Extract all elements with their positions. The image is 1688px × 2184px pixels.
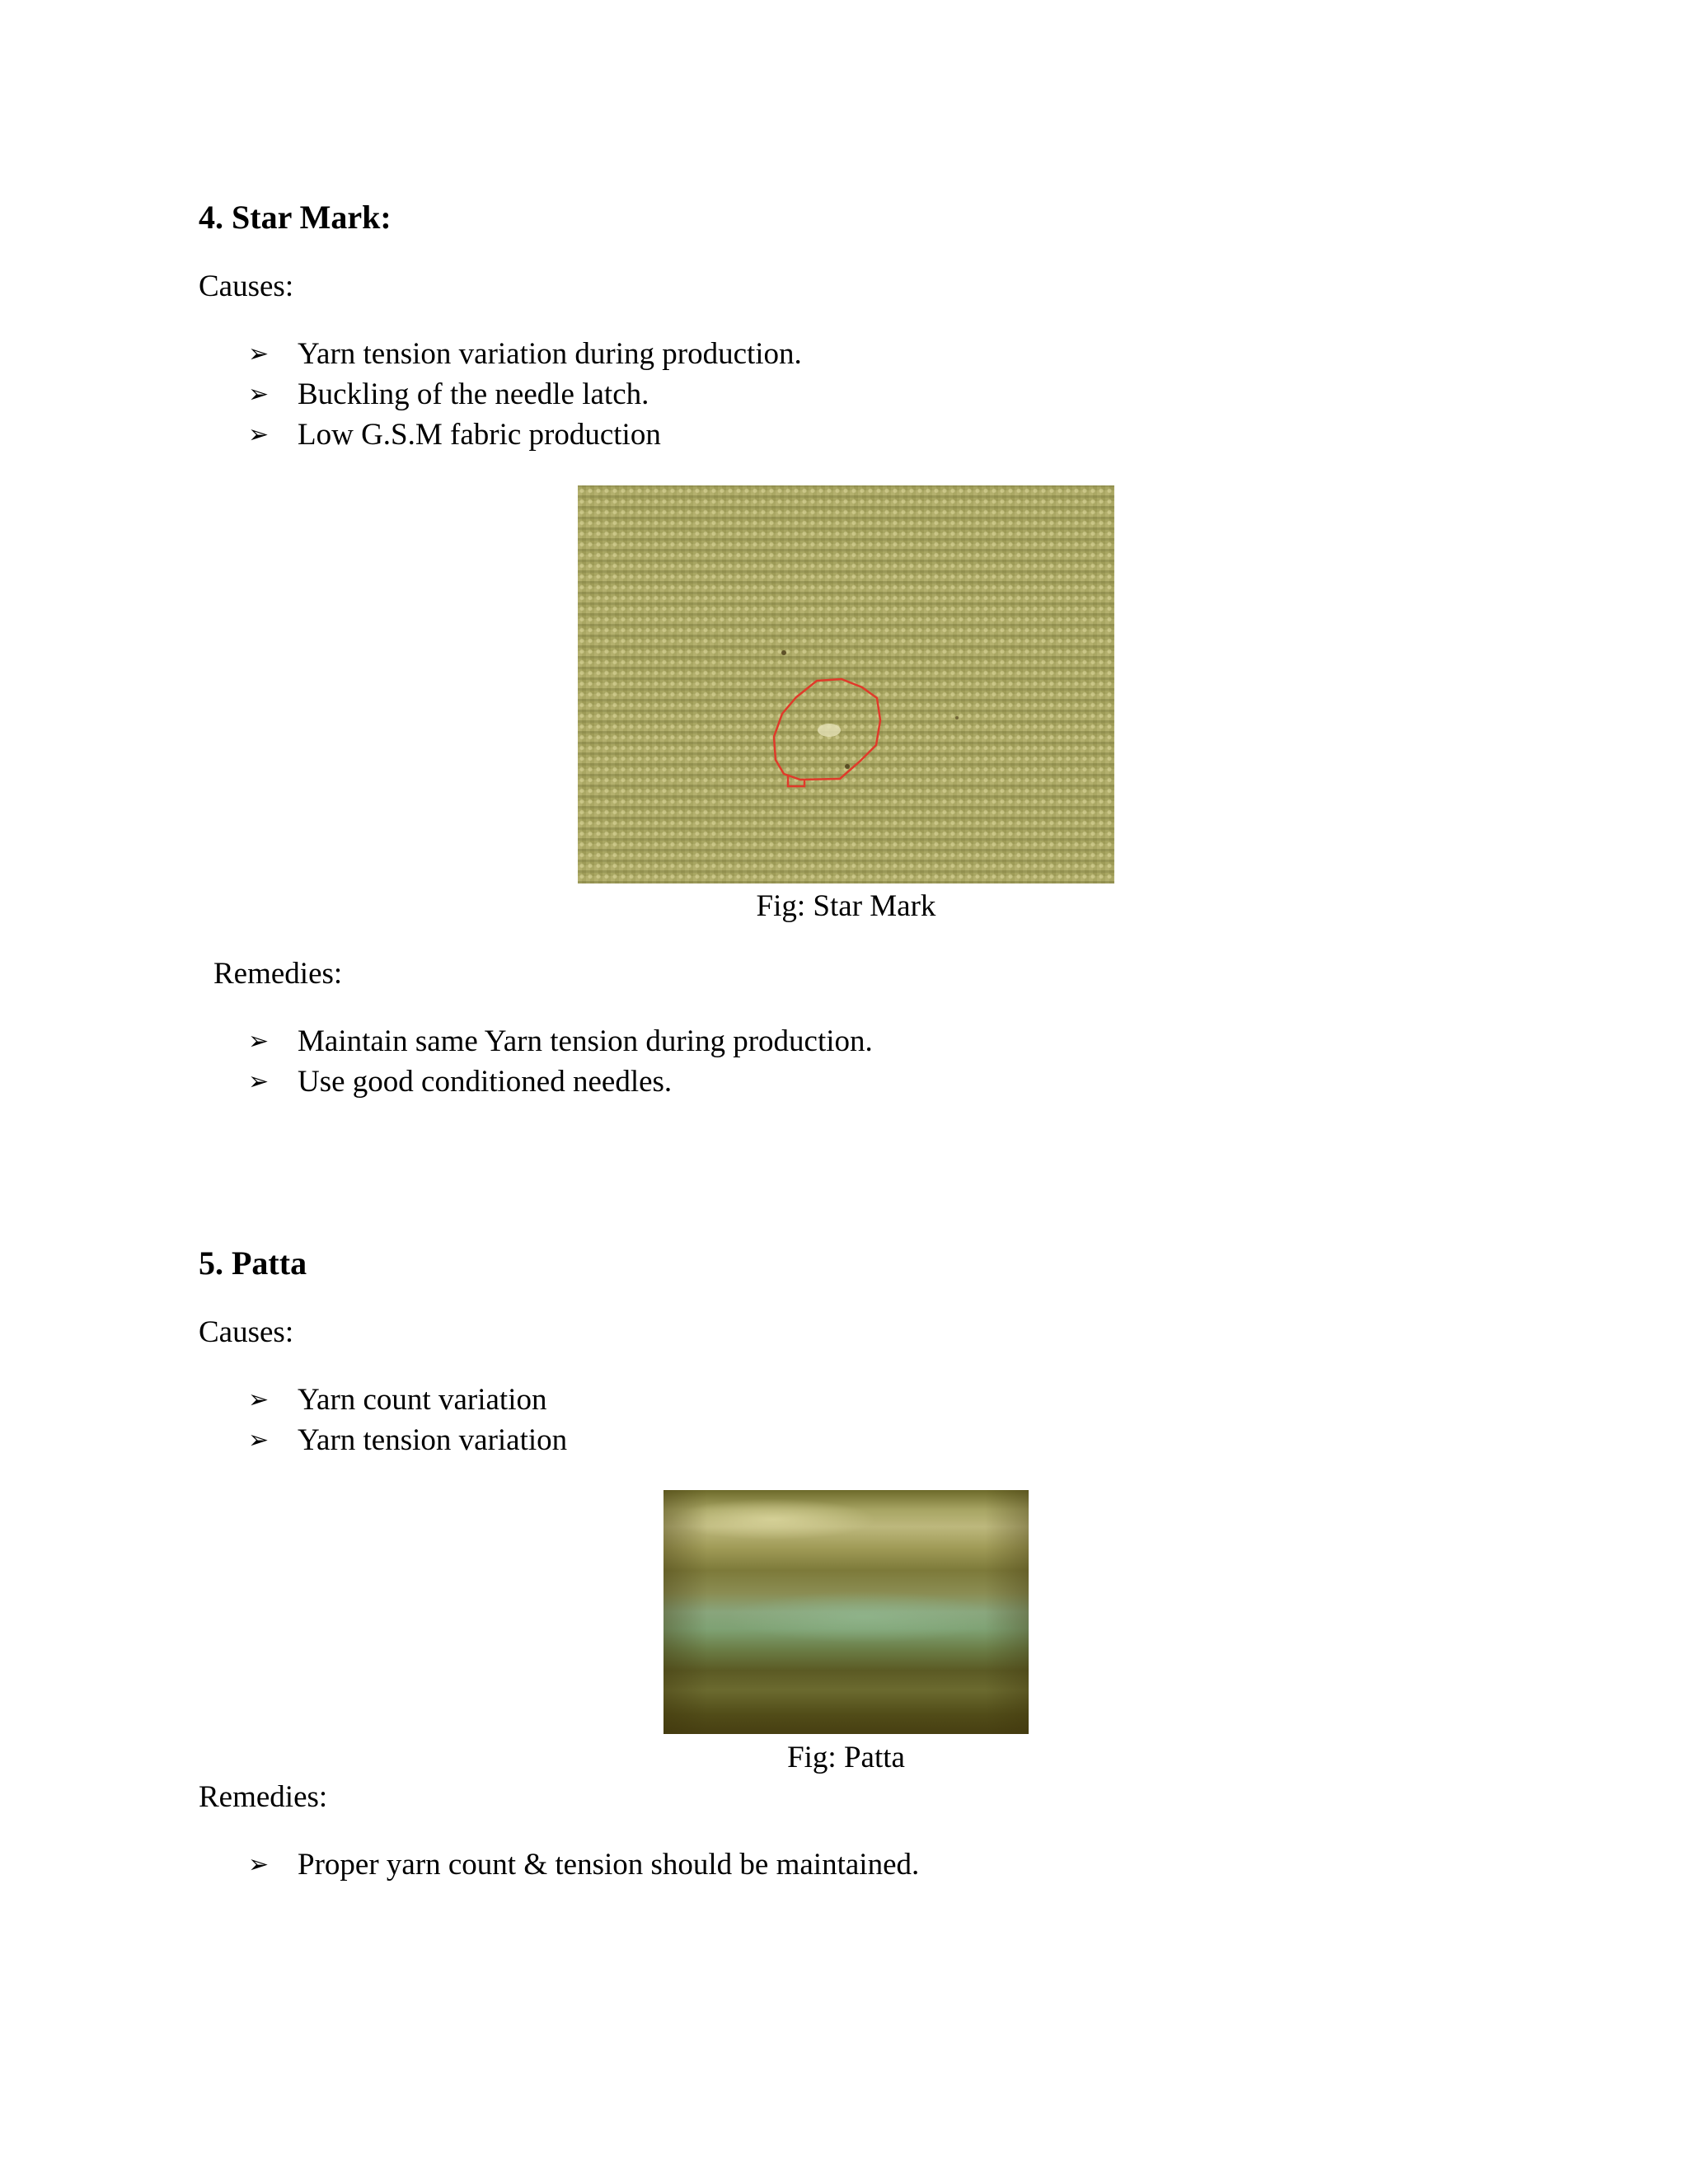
list-item: ➢ Low G.S.M fabric production [199, 417, 802, 457]
list-item: ➢ Proper yarn count & tension should be maintained. [199, 1847, 919, 1887]
list-item: ➢ Maintain same Yarn tension during production. [199, 1024, 873, 1064]
arrow-bullet-icon: ➢ [248, 340, 270, 368]
section-heading: 5. Patta [199, 1244, 307, 1282]
causes-label: Causes: [199, 1315, 294, 1349]
causes-list [199, 1382, 567, 1463]
arrow-bullet-icon: ➢ [248, 1426, 270, 1455]
remedies-list [199, 1847, 919, 1887]
section-heading: 4. Star Mark: [199, 199, 392, 236]
figure-caption: Fig: Patta [787, 1741, 905, 1774]
causes-list [199, 336, 802, 457]
remedies-label: Remedies: [213, 957, 343, 991]
arrow-bullet-icon: ➢ [248, 1027, 270, 1056]
remedies-label: Remedies: [199, 1780, 328, 1814]
arrow-bullet-icon: ➢ [248, 420, 270, 449]
arrow-bullet-icon: ➢ [248, 380, 270, 409]
list-item: ➢ Yarn tension variation during production. [199, 336, 802, 377]
arrow-bullet-icon: ➢ [248, 1385, 270, 1414]
figure-caption: Fig: Star Mark [756, 889, 936, 923]
list-item: ➢ Yarn tension variation [199, 1422, 567, 1463]
list-item: ➢ Yarn count variation [199, 1382, 567, 1422]
list-item: ➢ Buckling of the needle latch. [199, 377, 802, 417]
remedies-list [199, 1024, 873, 1104]
star-mark-fabric-image [578, 485, 1114, 883]
causes-label: Causes: [199, 269, 294, 303]
defect-annotation-circle [578, 485, 1114, 883]
arrow-bullet-icon: ➢ [248, 1067, 270, 1096]
arrow-bullet-icon: ➢ [248, 1850, 270, 1879]
patta-fabric-image [663, 1490, 1029, 1734]
list-item: ➢ Use good conditioned needles. [199, 1064, 873, 1104]
